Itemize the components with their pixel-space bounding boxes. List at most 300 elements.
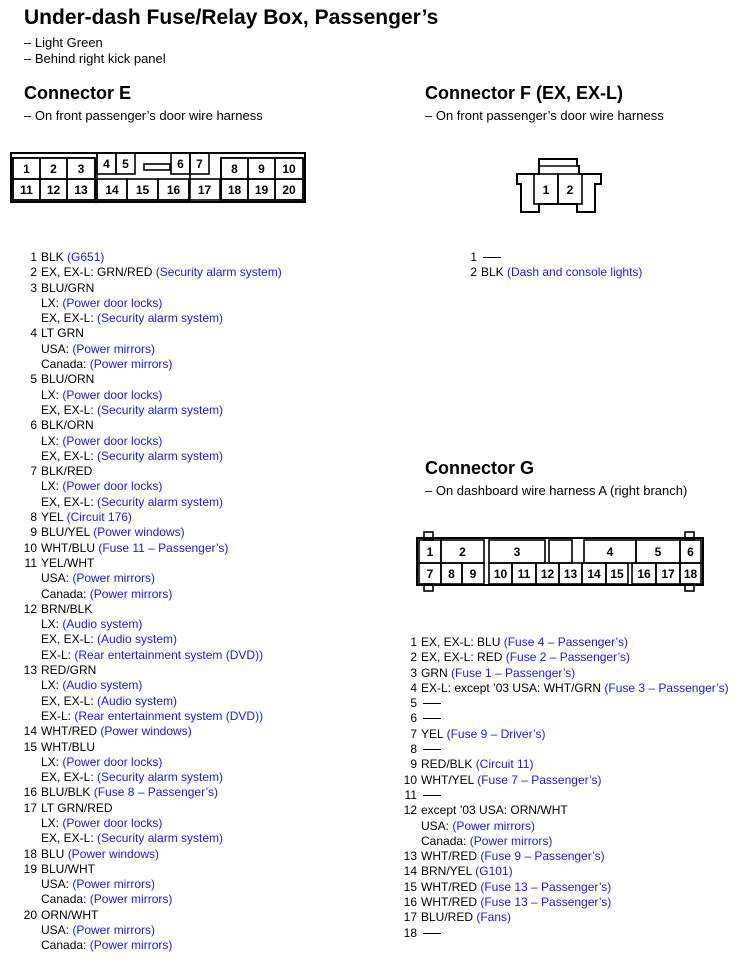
pin-description-line — [41, 816, 350, 831]
connector-pin-label: 15 — [610, 567, 624, 581]
pin-description-line — [41, 862, 350, 877]
unused-pin-dash — [483, 257, 501, 258]
wire-description: Canada: — [41, 892, 90, 907]
connector-pin-label: 11 — [517, 567, 531, 581]
pin-number: 12 — [23, 601, 37, 616]
pin-number: 12 — [403, 803, 417, 818]
pin-description-line — [41, 908, 350, 923]
connector-e-title: Connector E — [24, 83, 132, 103]
circuit-reference: (Audio system) — [62, 678, 143, 693]
connector-e-pin-entry — [20, 908, 350, 954]
connector-pin-label: 5 — [122, 157, 129, 171]
wire-description: LT GRN — [41, 326, 84, 341]
wire-description: ORN/WHT — [41, 907, 99, 922]
pin-description-line — [41, 923, 350, 938]
circuit-reference: (Power mirrors) — [89, 938, 173, 953]
pin-description-line — [41, 571, 350, 586]
circuit-reference: (Fuse 9 – Passenger’s) — [480, 849, 605, 864]
pin-description-line — [41, 342, 350, 357]
wire-description: Canada: — [41, 938, 90, 953]
circuit-reference: (Rear entertainment system (DVD)) — [74, 647, 264, 662]
pin-description-line — [41, 388, 350, 403]
pin-number: 13 — [23, 663, 37, 678]
wire-description: LX: — [41, 678, 63, 693]
connector-f-list — [460, 250, 730, 281]
pin-description-line — [421, 834, 745, 849]
wire-description: EX, EX-L: GRN/RED — [41, 265, 156, 280]
wire-description: USA: — [41, 341, 73, 356]
pin-description-line — [41, 801, 350, 816]
circuit-reference: (Power door locks) — [62, 295, 163, 310]
wire-description: LX: — [41, 754, 63, 769]
pin-number: 11 — [24, 555, 37, 570]
pin-description-line — [41, 892, 350, 907]
connector-pin-label: 6 — [177, 157, 184, 171]
circuit-reference: (Security alarm system) — [97, 311, 224, 326]
pin-description-line — [41, 678, 350, 693]
pin-description-line — [421, 727, 745, 742]
wire-description: BRN/YEL — [421, 864, 476, 879]
pin-description-line — [421, 635, 745, 650]
connector-pin-label: 20 — [282, 183, 296, 197]
connector-e-pin-entry — [20, 541, 350, 556]
pin-number: 5 — [410, 696, 417, 711]
circuit-reference: (Power windows) — [100, 724, 192, 739]
pin-description-line — [421, 666, 745, 681]
connector-g-location: – On dashboard wire harness A (right branch) — [425, 483, 688, 498]
pin-description-line — [421, 773, 745, 788]
connector-pin-label: 1 — [23, 162, 30, 176]
connector-g-pin-entry — [400, 849, 745, 864]
connector-pin-label: 5 — [654, 545, 662, 559]
wire-description: EX, EX-L: — [41, 693, 98, 708]
pin-number: 13 — [403, 849, 417, 864]
wire-description: EX, EX-L: RED — [421, 650, 506, 665]
wire-description: USA: — [41, 877, 73, 892]
wire-description: RED/GRN — [41, 663, 97, 678]
pin-number: 9 — [30, 525, 37, 540]
wire-description: LX: — [41, 617, 63, 632]
wire-description: LX: — [41, 815, 63, 830]
circuit-reference: (Fuse 4 – Passenger’s) — [503, 635, 628, 649]
connector-pin-label: 12 — [46, 183, 61, 197]
pin-description-line — [421, 803, 745, 818]
pin-number: 7 — [410, 726, 417, 741]
connector-e-pin-entry — [20, 265, 350, 280]
pin-description-line — [421, 910, 745, 925]
connector-pin-label: 13 — [563, 567, 578, 581]
pin-number: 10 — [403, 772, 417, 787]
wire-description: BLK/ORN — [41, 418, 94, 433]
wire-description: USA: — [41, 923, 73, 938]
connector-pin-label: 8 — [231, 162, 238, 176]
pin-number: 17 — [23, 800, 37, 815]
wire-description: EX, EX-L: — [41, 311, 98, 326]
circuit-reference: (Power mirrors) — [89, 892, 173, 907]
pin-number: 8 — [30, 510, 37, 525]
pin-number: 16 — [23, 785, 37, 800]
wire-description: Canada: — [41, 357, 90, 372]
connector-pin-label: 17 — [197, 183, 212, 197]
pin-description-line — [41, 632, 350, 647]
connector-g-pin-entry — [400, 895, 745, 910]
pin-description-line — [41, 479, 350, 494]
pin-number: 20 — [23, 907, 37, 922]
pin-description-line — [421, 757, 745, 772]
pin-number: 1 — [470, 250, 477, 264]
circuit-reference: (Security alarm system) — [97, 831, 224, 846]
circuit-reference: (Security alarm system) — [155, 265, 282, 280]
circuit-reference: (Power mirrors) — [469, 833, 553, 848]
connector-f-title: Connector F (EX, EX-L) — [425, 83, 623, 103]
connector-pin-label: 10 — [493, 567, 508, 581]
pin-number: 2 — [30, 265, 37, 280]
connector-e-pin-entry — [20, 740, 350, 786]
pin-number: 18 — [403, 925, 417, 940]
pin-description-line — [41, 495, 350, 510]
connector-g-pin-entry — [400, 880, 745, 895]
connector-f-pin-1: 1 — [542, 183, 550, 197]
pin-number: 7 — [30, 464, 37, 479]
connector-pin-label: 13 — [74, 183, 88, 197]
pin-description-line — [41, 755, 350, 770]
pin-description-line — [41, 265, 350, 280]
circuit-reference: (Fuse 2 – Passenger’s) — [505, 650, 630, 665]
wire-description: WHT/RED — [421, 895, 481, 910]
unused-pin-dash — [423, 718, 441, 719]
connector-pin-label: 8 — [448, 567, 455, 581]
circuit-reference: (Power mirrors) — [72, 341, 156, 356]
note-location: – Behind right kick panel — [24, 50, 166, 66]
circuit-reference: (Security alarm system) — [97, 402, 224, 417]
connector-pin-label: 11 — [20, 183, 33, 197]
wire-description: WHT/RED — [421, 849, 481, 864]
connector-g-pin-entry — [400, 926, 745, 941]
page-title: Under-dash Fuse/Relay Box, Passenger’s — [24, 6, 439, 29]
pin-description-line — [41, 648, 350, 663]
pin-description-line — [421, 681, 745, 696]
pin-number: 4 — [410, 680, 417, 695]
unused-pin-dash — [423, 795, 441, 796]
pin-number: 1 — [30, 250, 37, 264]
circuit-reference: (Fuse 9 – Driver’s) — [446, 726, 546, 741]
pin-description-line — [421, 864, 745, 879]
pin-description-line — [41, 403, 350, 418]
pin-description-line — [41, 617, 350, 632]
connector-g-pin-entry — [400, 910, 745, 925]
wire-description: EX, EX-L: — [41, 448, 98, 463]
pin-number: 9 — [410, 757, 417, 772]
wire-description: EX, EX-L: — [41, 402, 98, 417]
wire-description: YEL — [41, 510, 67, 525]
circuit-reference: (Power mirrors) — [72, 877, 156, 892]
pin-description-line — [421, 819, 745, 834]
wire-description: LX: — [41, 387, 63, 402]
circuit-reference: (G101) — [475, 864, 513, 879]
pin-description-line — [41, 694, 350, 709]
circuit-reference: (Circuit 11) — [475, 757, 534, 772]
pin-number: 14 — [403, 864, 417, 879]
connector-pin-label: 7 — [196, 157, 203, 171]
pin-description-line — [421, 849, 745, 864]
connector-pin-label: 4 — [606, 545, 614, 559]
pin-description-line — [41, 556, 350, 571]
connector-g-diagram — [410, 528, 710, 596]
pin-number: 10 — [23, 540, 37, 555]
pin-description-line — [41, 877, 350, 892]
pin-number: 6 — [30, 418, 37, 433]
wire-description: BRN/BLK — [41, 601, 93, 616]
circuit-reference: (Security alarm system) — [97, 770, 224, 785]
wire-description: USA: — [41, 571, 73, 586]
connector-pin-label: 12 — [540, 567, 555, 581]
page-notes — [24, 35, 166, 66]
pin-description-line — [41, 525, 350, 540]
wire-description: BLU/WHT — [41, 861, 95, 876]
connector-pin-label: 17 — [661, 567, 675, 581]
connector-g-list — [400, 635, 745, 941]
circuit-reference: (Power mirrors) — [89, 586, 173, 601]
connector-g-pin-entry — [400, 727, 745, 742]
wire-description: EX, EX-L: BLU — [421, 635, 504, 649]
circuit-reference: (Power windows) — [67, 846, 160, 861]
wire-description: BLK — [481, 265, 508, 280]
pin-description-line — [421, 650, 745, 665]
circuit-reference: (Power door locks) — [62, 433, 163, 448]
connector-g-pin-entry — [400, 757, 745, 772]
connector-e-pin-entry — [20, 525, 350, 540]
connector-pin-label: 18 — [683, 567, 698, 581]
connector-pin-label: 6 — [687, 545, 694, 559]
connector-e-pin-entry — [20, 862, 350, 908]
connector-e-pin-entry — [20, 281, 350, 327]
connector-pin-label: 16 — [637, 567, 651, 581]
circuit-reference: (Power mirrors) — [72, 923, 156, 938]
circuit-reference: (Circuit 176) — [66, 510, 132, 525]
connector-pin-label: 3 — [77, 162, 85, 176]
unused-pin-dash — [423, 703, 441, 704]
connector-g-title: Connector G — [425, 458, 535, 478]
connector-e-pin-entry — [20, 418, 350, 464]
wire-description: BLU/GRN — [41, 280, 95, 295]
pin-description-line — [41, 770, 350, 785]
circuit-reference: (Security alarm system) — [97, 494, 224, 509]
connector-pin-label: 3 — [513, 545, 521, 559]
pin-number: 14 — [23, 724, 37, 739]
wire-description: BLU/YEL — [41, 525, 94, 540]
connector-pin-label: 9 — [469, 567, 477, 581]
connector-g-pin-entry — [400, 773, 745, 788]
wire-description: YEL — [421, 726, 447, 741]
pin-description-line — [41, 847, 350, 862]
pin-number: 11 — [404, 787, 417, 802]
pin-description-line — [41, 418, 350, 433]
connector-e-list — [20, 250, 350, 954]
wire-description: Canada: — [41, 586, 90, 601]
circuit-reference: (Power windows) — [93, 525, 185, 540]
pin-description-line — [41, 326, 350, 341]
pin-number: 2 — [410, 650, 417, 665]
circuit-reference: (Security alarm system) — [97, 448, 224, 463]
pin-description-line — [41, 938, 350, 953]
pin-description-line — [41, 449, 350, 464]
connector-e-pin-entry — [20, 724, 350, 739]
pin-number: 8 — [410, 742, 417, 757]
unused-pin-dash — [423, 749, 441, 750]
pin-number: 15 — [23, 739, 37, 754]
pin-description-line — [41, 709, 350, 724]
wire-description: LX: — [41, 295, 63, 310]
connector-g-pin-entry — [400, 788, 745, 803]
wire-description: EX, EX-L: — [41, 494, 98, 509]
pin-number: 15 — [403, 879, 417, 894]
connector-pin-label: 1 — [426, 545, 434, 559]
connector-e-pin-entry — [20, 326, 350, 372]
circuit-reference: (Power mirrors) — [72, 571, 156, 586]
connector-g-pin-entry — [400, 742, 745, 757]
pin-number: 6 — [410, 711, 417, 726]
pin-description-line — [481, 265, 730, 280]
pin-number: 1 — [410, 635, 417, 649]
circuit-reference: (Audio system) — [97, 632, 178, 647]
connector-pin-label: 15 — [135, 183, 150, 197]
connector-g-pin-entry — [400, 650, 745, 665]
circuit-reference: (Fuse 13 – Passenger’s) — [480, 895, 612, 910]
connector-pin-label: 16 — [166, 183, 181, 197]
pin-number: 4 — [30, 326, 37, 341]
wire-description: Canada: — [421, 833, 470, 848]
circuit-reference: (Dash and console lights) — [507, 265, 643, 280]
connector-f-pin-2: 2 — [566, 183, 574, 197]
pin-number: 19 — [23, 861, 37, 876]
pin-description-line — [41, 281, 350, 296]
connector-g-pin-entry — [400, 864, 745, 879]
pin-number: 16 — [403, 895, 417, 910]
pin-number: 17 — [403, 910, 417, 925]
pin-description-line — [41, 587, 350, 602]
connector-pin-label: 14 — [587, 567, 601, 581]
wire-description: WHT/BLU — [41, 540, 99, 555]
pin-number: 3 — [30, 280, 37, 295]
circuit-reference: (Audio system) — [62, 617, 143, 632]
connector-pin-label: 18 — [227, 183, 242, 197]
circuit-reference: (Fuse 1 – Passenger’s) — [451, 665, 576, 680]
connector-f-location: – On front passenger’s door wire harness — [425, 108, 664, 123]
wire-description: BLU/BLK — [41, 785, 94, 800]
pin-description-line — [41, 357, 350, 372]
wire-description: WHT/BLU — [41, 739, 95, 754]
wire-description: BLU — [41, 846, 68, 861]
circuit-reference: (Fuse 3 – Passenger’s) — [604, 680, 729, 695]
wire-description: except ’03 USA: ORN/WHT — [421, 803, 568, 818]
circuit-reference: (Power mirrors) — [452, 818, 536, 833]
note-color: – Light Green — [24, 35, 103, 50]
wire-description: EX-L: — [41, 708, 75, 723]
wire-description: LX: — [41, 479, 63, 494]
wire-description: WHT/RED — [421, 879, 481, 894]
pin-number: 18 — [23, 846, 37, 861]
circuit-reference: (Fuse 13 – Passenger’s) — [480, 879, 612, 894]
pin-description-line — [41, 296, 350, 311]
wire-description: EX, EX-L: — [41, 632, 98, 647]
circuit-reference: (Fuse 11 – Passenger’s) — [98, 540, 229, 555]
pin-description-line — [41, 464, 350, 479]
pin-description-line — [41, 831, 350, 846]
unused-pin-dash — [423, 933, 441, 934]
wire-description: BLK/RED — [41, 464, 93, 479]
pin-description-line — [41, 602, 350, 617]
wire-description: LX: — [41, 433, 63, 448]
wire-description: BLU/ORN — [41, 372, 95, 387]
pin-description-line — [41, 510, 350, 525]
circuit-reference: (Power door locks) — [62, 754, 163, 769]
connector-e-pin-entry — [20, 785, 350, 800]
circuit-reference: (Audio system) — [97, 693, 178, 708]
connector-g-pin-entry — [400, 666, 745, 681]
pin-description-line — [421, 895, 745, 910]
connector-e-location: – On front passenger’s door wire harness — [24, 108, 263, 123]
pin-description-line — [421, 880, 745, 895]
pin-number: 3 — [410, 665, 417, 680]
circuit-reference: (Fuse 8 – Passenger’s) — [93, 785, 218, 800]
circuit-reference: (Fuse 7 – Passenger’s) — [477, 772, 602, 787]
connector-f-pin-entry — [460, 265, 730, 280]
connector-g-pin-entry — [400, 696, 745, 711]
connector-pin-label: 10 — [282, 162, 296, 176]
pin-number: 5 — [30, 372, 37, 387]
wire-description: WHT/YEL — [421, 772, 478, 787]
circuit-reference: (Power door locks) — [62, 479, 163, 494]
connector-e-pin-entry — [20, 510, 350, 525]
connector-e-pin-entry — [20, 250, 350, 265]
wire-description: GRN — [421, 665, 451, 680]
connector-pin-label: 4 — [103, 157, 110, 171]
connector-e-pin-entry — [20, 847, 350, 862]
connector-e-pin-entry — [20, 663, 350, 724]
pin-description-line — [41, 740, 350, 755]
connector-e-pin-entry — [20, 556, 350, 602]
connector-e-pin-entry — [20, 372, 350, 418]
pin-description-line — [41, 434, 350, 449]
pin-description-line — [41, 724, 350, 739]
connector-pin-label: 19 — [254, 183, 269, 197]
pin-description-line — [41, 311, 350, 326]
pin-description-line — [41, 785, 350, 800]
circuit-reference: (Power door locks) — [62, 387, 163, 402]
pin-description-line — [41, 541, 350, 556]
connector-e-pin-entry — [20, 464, 350, 510]
wire-description: EX-L: except ’03 USA: WHT/GRN — [421, 680, 605, 695]
wire-description: BLK — [41, 250, 68, 264]
connector-pin-label: 2 — [459, 545, 466, 559]
circuit-reference: (Power mirrors) — [89, 357, 173, 372]
wire-description: LT GRN/RED — [41, 800, 113, 815]
connector-e-pin-entry — [20, 602, 350, 663]
connector-f-diagram — [515, 156, 605, 218]
connector-e-pin-entry — [20, 801, 350, 847]
circuit-reference: (Rear entertainment system (DVD)) — [74, 708, 264, 723]
connector-f-pin-entry — [460, 250, 730, 265]
wire-description: YEL/WHT — [41, 555, 95, 570]
pin-description-line — [41, 663, 350, 678]
pin-description-line — [41, 250, 350, 265]
circuit-reference: (G651) — [67, 250, 105, 264]
connector-pin-label: 2 — [50, 162, 57, 176]
pin-number: 2 — [470, 265, 477, 280]
connector-pin-label: 9 — [258, 162, 265, 176]
connector-g-pin-entry — [400, 635, 745, 650]
connector-g-pin-entry — [400, 711, 745, 726]
